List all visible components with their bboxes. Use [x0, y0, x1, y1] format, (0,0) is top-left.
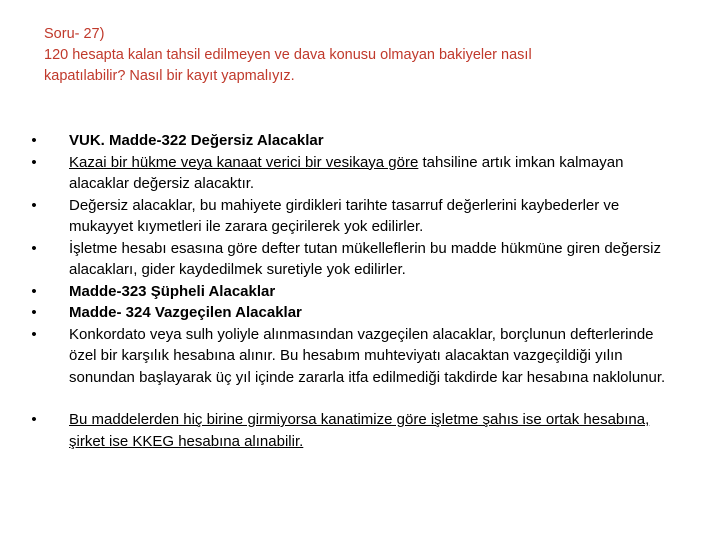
item-underlined-text: Kazai bir hükme veya kanaat verici bir vesikaya göre — [69, 153, 419, 171]
question-line-2: kapatılabilir? Nasıl bir kayıt yapmalıyız. — [44, 68, 295, 84]
bullet-marker: • — [31, 132, 37, 149]
item-text: Madde- 324 Vazgeçilen Alacaklar — [69, 304, 302, 321]
bullet-list — [28, 130, 678, 452]
question-block — [44, 24, 684, 87]
list-item — [28, 195, 678, 238]
list-item — [28, 238, 678, 281]
list-item — [28, 302, 678, 324]
list-item — [28, 281, 678, 303]
bullet-marker: • — [31, 153, 37, 171]
list-item — [28, 324, 678, 389]
list-item — [28, 152, 678, 195]
bullet-marker: • — [31, 304, 37, 321]
bullet-marker: • — [31, 196, 37, 214]
bullet-marker: • — [31, 239, 37, 257]
item-text: Değersiz alacaklar, bu mahiyete girdikleri tarihte tasarruf değerlerini kaybederler ve mukayyet kıymetleri ile zarara geçirilerek yok edilirler. — [69, 196, 620, 235]
item-text: tahsiline artık imkan kalmayan alacaklar değersiz alacaktır. — [69, 153, 624, 192]
question-title: Soru- 27) — [44, 26, 105, 42]
bullet-marker: • — [31, 282, 37, 300]
item-text: Madde-323 Şüpheli Alacaklar — [69, 282, 276, 300]
bullet-marker: • — [31, 411, 37, 428]
question-line-1: 120 hesapta kalan tahsil edilmeyen ve dava konusu olmayan bakiyeler nasıl — [44, 47, 532, 63]
item-text: VUK. Madde-322 Değersiz Alacaklar — [69, 132, 324, 149]
list-item — [28, 130, 678, 152]
item-text: İşletme hesabı esasına göre defter tutan mükelleflerin bu madde hükmüne giren değersiz alacakları, gider kaydedilmek suretiyle yok edilirler. — [69, 239, 662, 278]
bullet-marker: • — [31, 325, 37, 343]
list-item — [28, 409, 678, 452]
item-text: Konkordato veya sulh yoliyle alınmasından vazgeçilen alacaklar, borçlunun defterlerinde özel bir karşılık hesabına alınır. Bu hesabım muhteviyatı alacaktan vazgeçildiği yılın sonundan başlayarak üç yıl içinde zararla itfa edilmediği takdirde kar hesabına naklolunur. — [69, 325, 666, 386]
item-underlined-text: Bu maddelerden hiç birine girmiyorsa kanatimize göre işletme şahıs ise ortak hesabına, şirket ise KKEG hesabına alınabilir. — [69, 411, 650, 450]
